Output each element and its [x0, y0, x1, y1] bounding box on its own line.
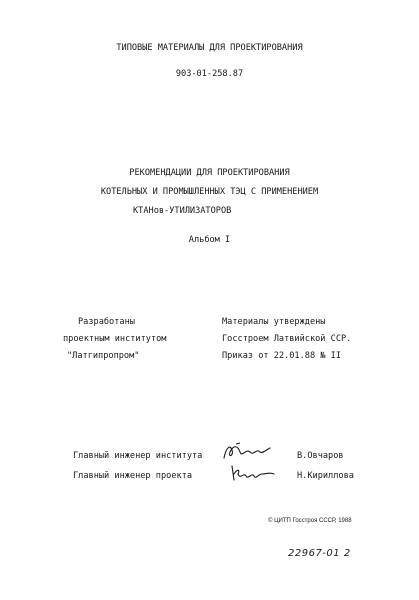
signature-2-scribble — [228, 462, 278, 484]
signature-1-scribble — [222, 440, 276, 464]
signature-role-2: Главный инженер проекта — [73, 471, 192, 481]
signature-role-1: Главный инженер института — [73, 451, 203, 461]
album-label: Альбом I — [188, 235, 231, 245]
title-line-3: КТАНов-УТИЛИЗАТОРОВ — [133, 206, 232, 216]
signature-2 — [228, 462, 278, 488]
developer-line-2: проектным институтом — [63, 334, 167, 344]
title-line-2: КОТЕЛЬНЫХ И ПРОМЫШЛЕННЫХ ТЭЦ С ПРИМЕНЕНИЕМ — [100, 187, 319, 197]
document-code: 903-01-258.87 — [175, 69, 244, 79]
approval-line-1: Материалы утверждены — [222, 317, 326, 327]
copyright-notice: © ЦИТП Госстроя СССР, 1988 — [268, 518, 352, 524]
signature-name-1: В.Овчаров — [297, 451, 344, 461]
handwritten-number: 22967-01 2 — [288, 548, 351, 559]
approval-line-3: Приказ от 22.01.88 № II — [222, 351, 341, 361]
series-title: ТИПОВЫЕ МАТЕРИАЛЫ ДЛЯ ПРОЕКТИРОВАНИЯ — [116, 43, 303, 53]
approval-line-2: Госстроем Латвийской ССР. — [222, 334, 352, 344]
developer-line-3: "Латгипропром" — [67, 351, 140, 361]
signature-name-2: Н.Кириллова — [297, 471, 354, 481]
developer-line-1: Разработаны — [78, 317, 135, 327]
title-line-1: РЕКОМЕНДАЦИИ ДЛЯ ПРОЕКТИРОВАНИЯ — [129, 168, 290, 178]
